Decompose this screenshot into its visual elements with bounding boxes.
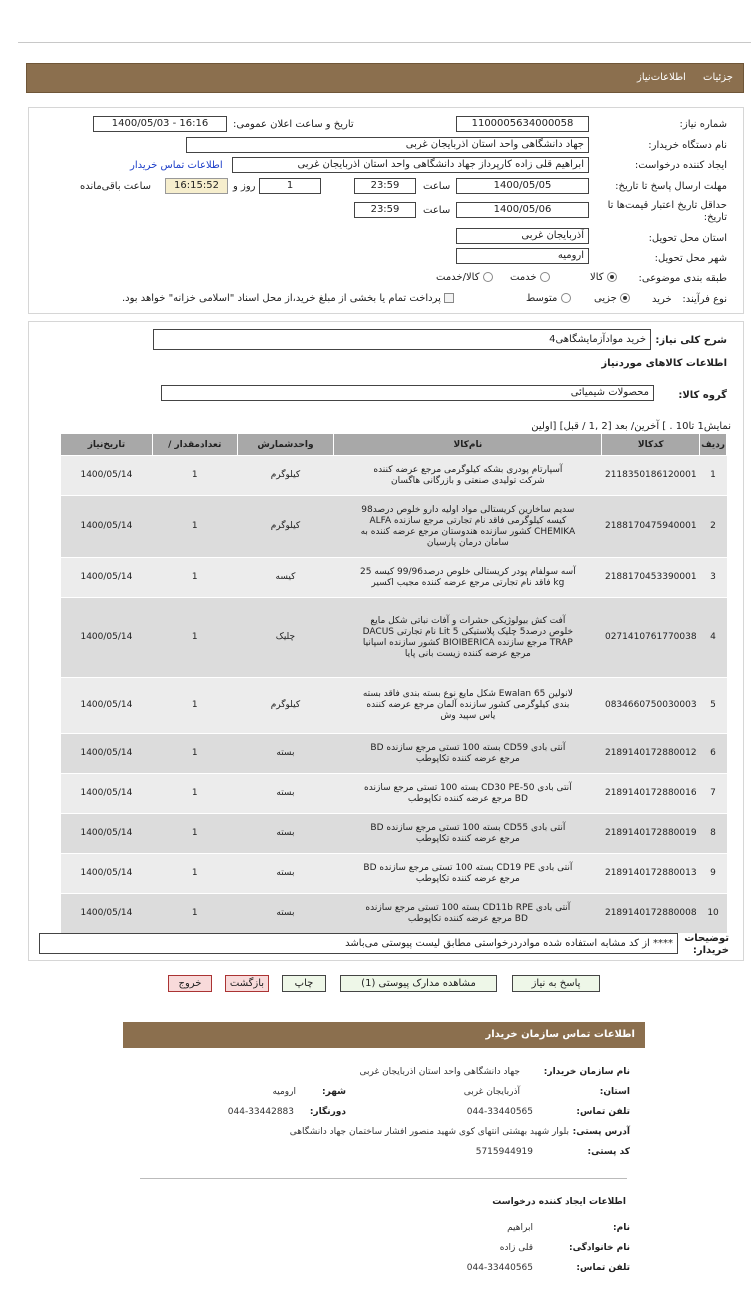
- table-row: [61, 854, 727, 894]
- item-name: آنتی بادی CD11b RPE بسته 100 تستی مرجع سازنده BD مرجع عرضه کننده تکاپوطب: [334, 894, 602, 934]
- org-fax-label: دورنگار:: [309, 1107, 346, 1117]
- org-province-value: آذربایجان غربی: [463, 1087, 520, 1097]
- item-code: 2189140172880016: [602, 774, 700, 814]
- requester-family-value: قلی زاده: [499, 1243, 533, 1253]
- table-row: [61, 894, 727, 934]
- org-city-value: ارومیه: [272, 1087, 296, 1097]
- category-label: طبقه بندی موضوعی:: [638, 273, 727, 284]
- table-row: [61, 558, 727, 598]
- goods-group-label: گروه کالا:: [678, 390, 727, 401]
- col-code: کدکالا: [602, 434, 700, 456]
- item-quantity: 1: [152, 814, 237, 854]
- org-fax-value: 044-33442883: [227, 1107, 294, 1117]
- reply-button[interactable]: پاسخ به نیاز: [512, 975, 600, 992]
- remaining-label: ساعت باقی‌مانده: [80, 181, 152, 192]
- item-code: 2188170475940001: [602, 496, 700, 558]
- table-row: [61, 678, 727, 734]
- item-need-date: 1400/05/14: [61, 814, 153, 854]
- treasury-option[interactable]: پرداخت تمام یا بخشی از مبلغ خرید،از محل اسناد "اسلامی خزانه" خواهد بود.: [122, 293, 454, 304]
- item-need-date: 1400/05/14: [61, 598, 153, 678]
- need-number-field: 1100005634000058: [456, 116, 589, 132]
- category-option-both[interactable]: کالا/خدمت: [436, 272, 493, 283]
- org-name-label: نام سازمان خریدار:: [543, 1067, 630, 1077]
- item-name: آنتی بادی CD55 بسته 100 تستی مرجع سازنده BD مرجع عرضه کننده تکاپوطب: [334, 814, 602, 854]
- item-quantity: 1: [152, 598, 237, 678]
- item-quantity: 1: [152, 774, 237, 814]
- item-need-date: 1400/05/14: [61, 774, 153, 814]
- tab-details[interactable]: جزئیات: [703, 72, 733, 83]
- province-label: استان محل تحویل:: [648, 233, 727, 244]
- requester-phone-label: تلفن تماس:: [576, 1263, 630, 1273]
- col-unit: واحدشمارش: [237, 434, 334, 456]
- process-label: نوع فرآیند:: [682, 294, 727, 305]
- table-row: [61, 496, 727, 558]
- item-quantity: 1: [152, 558, 237, 598]
- item-unit: کیلوگرم: [237, 678, 334, 734]
- item-code: 2189140172880019: [602, 814, 700, 854]
- item-need-date: 1400/05/14: [61, 558, 153, 598]
- item-quantity: 1: [152, 678, 237, 734]
- item-quantity: 1: [152, 894, 237, 934]
- need-number-label: شماره نیاز:: [679, 119, 727, 130]
- table-row: [61, 456, 727, 496]
- province-field: آذربایجان غربی: [456, 228, 589, 244]
- deadline-time-field: 23:59: [354, 178, 416, 194]
- remaining-timer: 16:15:52: [165, 178, 228, 194]
- org-address-label: آدرس پستی:: [572, 1127, 630, 1137]
- item-need-date: 1400/05/14: [61, 894, 153, 934]
- row-number: 7: [700, 774, 727, 814]
- item-quantity: 1: [152, 734, 237, 774]
- item-name: آنتی بادی CD30 PE-50 بسته 100 تستی مرجع سازنده BD مرجع عرضه کننده تکاپوطب: [334, 774, 602, 814]
- item-code: 2189140172880012: [602, 734, 700, 774]
- validity-date-field: 1400/05/06: [456, 202, 589, 218]
- item-code: 0271410761770038: [602, 598, 700, 678]
- item-code: 2189140172880008: [602, 894, 700, 934]
- exit-button[interactable]: خروج: [168, 975, 212, 992]
- org-divider: [140, 1178, 627, 1179]
- row-number: 9: [700, 854, 727, 894]
- col-name: نام‌کالا: [334, 434, 602, 456]
- item-code: 2189140172880013: [602, 854, 700, 894]
- org-city-label: شهر:: [322, 1087, 346, 1097]
- requester-label: ایجاد کننده درخواست:: [634, 160, 727, 171]
- org-contact-header: [123, 1022, 645, 1048]
- summary-title-field: خرید موادآزمایشگاهی4: [153, 329, 651, 350]
- col-date: تاریخ‌نیاز: [61, 434, 153, 456]
- row-number: 3: [700, 558, 727, 598]
- row-number: 6: [700, 734, 727, 774]
- radio-checked-icon[interactable]: [607, 272, 617, 282]
- checkbox-icon[interactable]: [444, 293, 454, 303]
- announce-label: تاریخ و ساعت اعلان عمومی:: [233, 119, 354, 130]
- item-need-date: 1400/05/14: [61, 734, 153, 774]
- requester-field: ابراهیم قلی زاده کارپرداز جهاد دانشگاهی واحد استان اذربایجان غربی: [232, 157, 589, 173]
- requester-family-label: نام خانوادگی:: [568, 1243, 630, 1253]
- tab-need-info[interactable]: اطلاعات‌نیاز: [637, 72, 686, 83]
- item-unit: کیلوگرم: [237, 496, 334, 558]
- buyer-org-field: جهاد دانشگاهی واحد استان اذربایجان غربی: [186, 137, 589, 153]
- buyer-notes-field: **** از کد مشابه استفاده شده موادردرخواستی مطابق لیست پیوستی می‌باشد: [39, 933, 678, 954]
- org-name-value: جهاد دانشگاهی واحد استان اذربایجان غربی: [359, 1067, 520, 1077]
- org-postal-label: کد پستی:: [587, 1147, 630, 1157]
- buyer-notes-label: توضیحات خریدار:: [684, 933, 729, 956]
- requester-name-value: ابراهیم: [507, 1223, 533, 1233]
- item-unit: بسته: [237, 814, 334, 854]
- radio-icon[interactable]: [483, 272, 493, 282]
- item-name: آسه سولفام پودر کریستالی خلوص درصد99/96 کیسه 25 kg فاقد نام تجارتی مرجع عرضه کننده مجیب اکسیر: [334, 558, 602, 598]
- validity-time-label: ساعت: [423, 205, 451, 216]
- table-header-row: [61, 434, 727, 456]
- item-unit: بسته: [237, 894, 334, 934]
- col-qty: تعدادمقدار /: [152, 434, 237, 456]
- goods-info-heading: اطلاعات کالاهای موردنیاز: [601, 358, 727, 369]
- category-option-goods[interactable]: کالا: [590, 272, 617, 283]
- goods-table: [60, 433, 727, 934]
- item-quantity: 1: [152, 456, 237, 496]
- item-quantity: 1: [152, 496, 237, 558]
- process-option-medium[interactable]: متوسط: [526, 293, 571, 304]
- item-name: لانولین Ewalan 65 شکل مایع نوع بسته بندی فاقد بسته بندی کیلوگرمی کشور سازنده آلمان مرجع عرضه کننده یاس سپید وش: [334, 678, 602, 734]
- requester-name-label: نام:: [613, 1223, 630, 1233]
- table-row: [61, 734, 727, 774]
- attachments-button[interactable]: مشاهده مدارک پیوستی (1): [340, 975, 497, 992]
- item-code: 0834660750030003: [602, 678, 700, 734]
- buyer-org-label: نام دستگاه خریدار:: [648, 140, 727, 151]
- org-province-label: استان:: [599, 1087, 630, 1097]
- process-option-small[interactable]: جزیی: [594, 293, 630, 304]
- item-need-date: 1400/05/14: [61, 456, 153, 496]
- deadline-time-label: ساعت: [423, 181, 451, 192]
- item-need-date: 1400/05/14: [61, 854, 153, 894]
- goods-group-field: محصولات شیمیائی: [161, 385, 654, 401]
- org-address-value: بلوار شهید بهشتی انتهای کوی شهید منصور افشار ساختمان جهاد دانشگاهی: [289, 1127, 569, 1137]
- process-prefix: خرید: [652, 294, 672, 305]
- table-row: [61, 774, 727, 814]
- row-number: 1: [700, 456, 727, 496]
- print-button[interactable]: چاپ: [282, 975, 326, 992]
- org-postal-value: 5715944919: [475, 1147, 533, 1157]
- table-row: [61, 598, 727, 678]
- org-phone-value: 044-33440565: [466, 1107, 533, 1117]
- item-name: آسپارتام پودری بشکه کیلوگرمی مرجع عرضه کننده شرکت تولیدی صنعتی و بازرگانی هاگسان: [334, 456, 602, 496]
- validity-label: حداقل تاریخ اعتبار قیمت‌ها تا تاریخ:: [607, 200, 727, 223]
- category-option-service[interactable]: خدمت: [510, 272, 550, 283]
- item-need-date: 1400/05/14: [61, 496, 153, 558]
- row-number: 5: [700, 678, 727, 734]
- days-field: 1: [259, 178, 321, 194]
- org-contact-title: اطلاعات تماس سازمان خریدار: [485, 1029, 635, 1040]
- requester-phone-value: 044-33440565: [466, 1263, 533, 1273]
- item-unit: کیلوگرم: [237, 456, 334, 496]
- deadline-date-field: 1400/05/05: [456, 178, 589, 194]
- pagination[interactable]: نمایش1 تا10 . ] آخرین/ بعد [2 ,1 / قبل] [اولین: [531, 421, 731, 432]
- radio-icon[interactable]: [561, 293, 571, 303]
- row-number: 4: [700, 598, 727, 678]
- radio-checked-icon[interactable]: [620, 293, 630, 303]
- item-unit: بسته: [237, 774, 334, 814]
- row-number: 10: [700, 894, 727, 934]
- item-name: آنتی بادی CD59 بسته 100 تستی مرجع سازنده BD مرجع عرضه کننده تکاپوطب: [334, 734, 602, 774]
- item-quantity: 1: [152, 854, 237, 894]
- radio-icon[interactable]: [540, 272, 550, 282]
- back-button[interactable]: بازگشت: [225, 975, 269, 992]
- item-unit: چلیک: [237, 598, 334, 678]
- summary-title-label: شرح کلی نیاز:: [655, 335, 727, 346]
- item-unit: بسته: [237, 734, 334, 774]
- city-label: شهر محل تحویل:: [654, 253, 727, 264]
- header-banner: [26, 63, 744, 93]
- item-code: 2188170453390001: [602, 558, 700, 598]
- city-field: ارومیه: [456, 248, 589, 264]
- item-unit: بسته: [237, 854, 334, 894]
- days-label: روز و: [233, 181, 256, 192]
- buyer-contact-link[interactable]: اطلاعات تماس خریدار: [130, 160, 223, 171]
- col-row-no: ردیف: [700, 434, 727, 456]
- org-phone-label: تلفن تماس:: [576, 1107, 630, 1117]
- item-name: آنتی بادی CD19 PE بسته 100 تستی مرجع سازنده BD مرجع عرضه کننده تکاپوطب: [334, 854, 602, 894]
- item-need-date: 1400/05/14: [61, 678, 153, 734]
- table-row: [61, 814, 727, 854]
- top-divider: [18, 42, 751, 43]
- validity-time-field: 23:59: [354, 202, 416, 218]
- announce-field: 1400/05/03 - 16:16: [93, 116, 227, 132]
- row-number: 2: [700, 496, 727, 558]
- item-code: 2118350186120001: [602, 456, 700, 496]
- deadline-label: مهلت ارسال پاسخ تا تاریخ:: [615, 181, 727, 192]
- requester-contact-title: اطلاعات ایجاد کننده درخواست: [492, 1197, 626, 1207]
- item-name: آفت کش بیولوژیکی حشرات و آفات نباتی شکل مایع خلوص درصد5 چلیک پلاستیکی 5 Lit نام تجارتی DACUS TRAP مرجع سازنده BIOIBERICA کشور سازنده اسپانیا مرجع عرضه کننده زیست بانی پایا: [334, 598, 602, 678]
- row-number: 8: [700, 814, 727, 854]
- item-name: سدیم ساخارین کریستالی مواد اولیه دارو خلوص درصد98 کیسه کیلوگرمی فاقد نام تجارتی مرجع سازنده ALFA CHEMIKA کشور سازنده هندوستان مرجع عرضه کننده به سامان درمان پارسیان: [334, 496, 602, 558]
- item-unit: کیسه: [237, 558, 334, 598]
